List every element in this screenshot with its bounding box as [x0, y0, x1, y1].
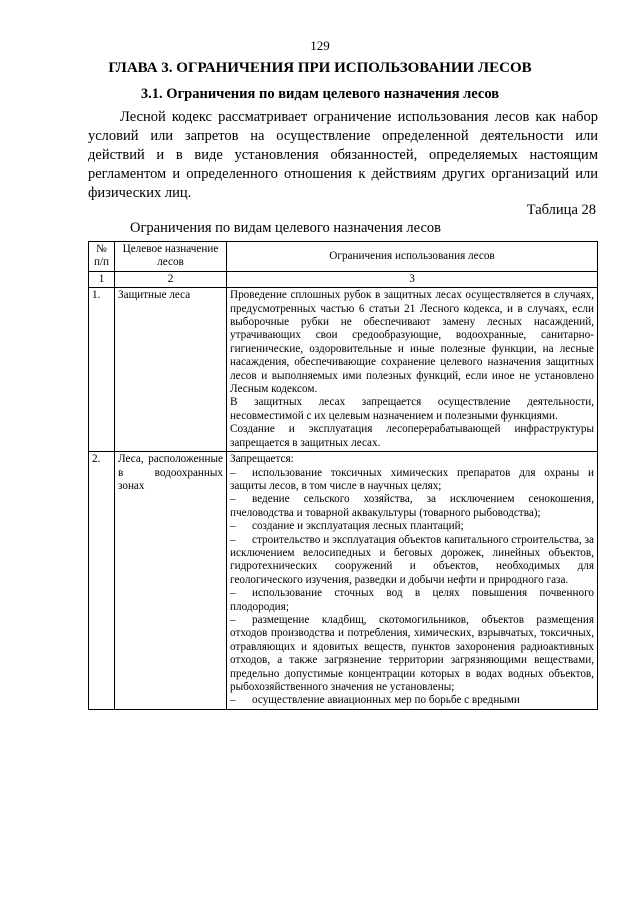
dash-mark: – [230, 493, 236, 506]
restriction-text [227, 452, 598, 710]
header-restrictions: Ограничения использования лесов [227, 242, 598, 272]
header-row [89, 242, 598, 272]
restriction-item [230, 467, 594, 494]
restriction-item [230, 694, 594, 707]
restriction-paragraph: Создание и эксплуатация лесоперерабатывающей инфраструктуры запрещается в защитных лесах. [230, 423, 594, 449]
restriction-item-text: осуществление авиационных мер по борьбе с вредными [252, 694, 520, 707]
header-number: № п/п [89, 242, 115, 272]
dash-mark: – [230, 520, 236, 533]
restriction-item-text: размещение кладбищ, скотомогильников, объектов размещения отходов производства и потребления, химических, взрывчатых, токсичных, отравляющих и ядовитых веществ, пунктов захоронения радиоактивных отходов, а также загрязнение территории загрязняющими веществами, предельно допустимые концентрации которых в водах водных объектов, рыбохозяйственного значения не установлены; [230, 613, 594, 693]
column-number-row [89, 271, 598, 287]
restrictions-table [88, 241, 598, 710]
forest-purpose: Леса, расположенные в водоохранных зонах [115, 452, 227, 710]
column-number: 3 [227, 271, 598, 287]
row-number: 1. [89, 288, 115, 452]
header-purpose: Целевое назначение лесов [115, 242, 227, 272]
page-number: 129 [310, 38, 330, 53]
restriction-item [230, 614, 594, 694]
restriction-item-text: ведение сельского хозяйства, за исключением сенокошения, пчеловодства и товарной аквакультуры (товарного рыбоводства); [230, 493, 594, 519]
restriction-item-text: строительство и эксплуатация объектов капитального строительства, за исключением велосипедных и беговых дорожек, линейных объектов, гидротехнических сооружений и объектов, необходимых для геологического изучения, разведки и добычи нефти и природного газа. [230, 533, 594, 586]
table-row [89, 288, 598, 452]
dash-mark: – [230, 587, 236, 600]
restriction-item [230, 587, 594, 614]
forest-purpose: Защитные леса [115, 288, 227, 452]
table-caption: Ограничения по видам целевого назначения лесов [130, 220, 441, 236]
restriction-paragraph: В защитных лесах запрещается осуществление деятельности, несовместимой с их целевым назначением и полезными функциями. [230, 396, 594, 422]
row-number: 2. [89, 452, 115, 710]
section-title: 3.1. Ограничения по видам целевого назначения лесов [140, 86, 500, 102]
dash-mark: – [230, 613, 236, 626]
restriction-item [230, 493, 594, 520]
dash-mark: – [230, 466, 236, 479]
restriction-item-text: использование токсичных химических препаратов для охраны и защиты лесов, в том числе в научных целях; [230, 466, 594, 492]
chapter-title: ГЛАВА 3. ОГРАНИЧЕНИЯ ПРИ ИСПОЛЬЗОВАНИИ ЛЕСОВ [108, 60, 532, 76]
table-row [89, 452, 598, 710]
column-number: 1 [89, 271, 115, 287]
table-label: Таблица 28 [526, 202, 596, 218]
restriction-text [227, 288, 598, 452]
intro-paragraph: Лесной кодекс рассматривает ограничение использования лесов как набор условий или запретов на осуществление определенной деятельности или действий и в виде установления обязанностей, определяемых настоящим регламентом и определенного отношения к действиям других организаций или физических лиц. [88, 109, 598, 201]
restriction-intro: Запрещается: [230, 453, 294, 466]
column-number: 2 [115, 271, 227, 287]
dash-mark: – [230, 694, 236, 707]
restriction-paragraph: Проведение сплошных рубок в защитных лесах осуществляется в случаях, предусмотренных частью 6 статьи 21 Лесного кодекса, и в случаях, если выборочные рубки не обеспечивают замену лесных насаждений, утрачивающих свои средообразующие, водоохранные, санитарно-гигиенические, оздоровительные и иные полезные функции, на лесные насаждения, обеспечивающие сохранение целевого назначения защитных лесов и выполняемых ими полезных функций, если иное не установлено Лесным кодексом. [230, 289, 594, 396]
restriction-item-text: использование сточных вод в целях повышения почвенного плодородия; [230, 587, 594, 613]
restriction-item [230, 534, 594, 588]
dash-mark: – [230, 533, 236, 546]
restriction-item-text: создание и эксплуатация лесных плантаций; [252, 520, 464, 533]
restriction-item [230, 520, 594, 533]
